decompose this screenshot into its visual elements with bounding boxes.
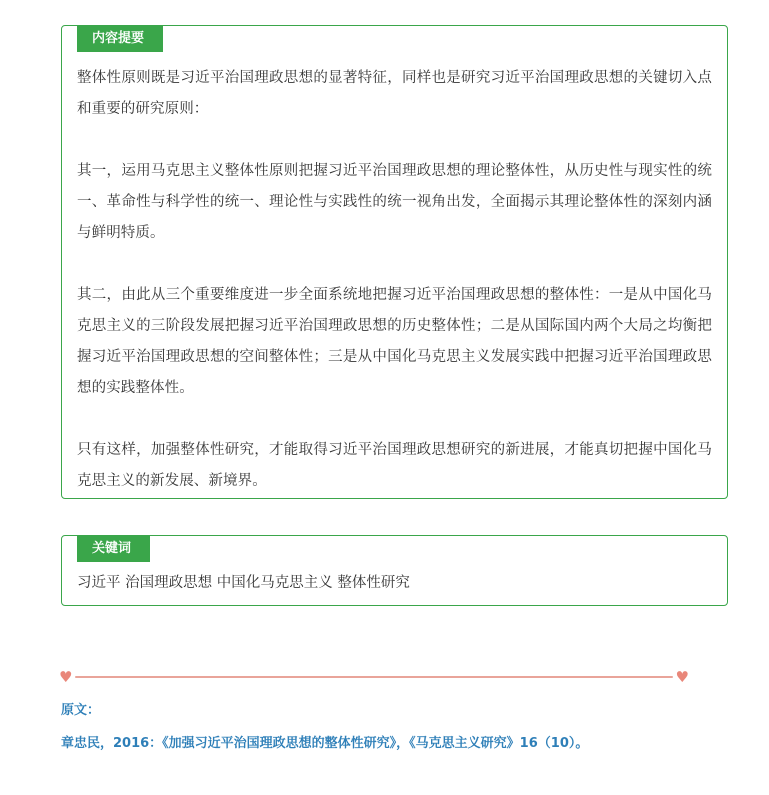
keywords-box: [61, 535, 728, 606]
summary-paragraph-1: 整体性原则既是习近平治国理政思想的显著特征，同样也是研究习近平治国理政思想的关键切入点和重要的研究原则：: [77, 70, 712, 117]
heart-divider: [61, 667, 687, 687]
source-citation: 章忠民，2016：《加强习近平治国理政思想的整体性研究》，《马克思主义研究》16（10）。: [61, 736, 589, 751]
summary-paragraph-4: 只有这样，加强整体性研究，才能取得习近平治国理政思想研究的新进展，才能真切把握中国化马克思主义的新发展、新境界。: [77, 442, 712, 489]
source-label: 原文：: [61, 703, 101, 718]
summary-paragraph-2: 其一，运用马克思主义整体性原则把握习近平治国理政思想的理论整体性，从历史性与现实性的统一、革命性与科学性的统一、理论性与实践性的统一视角出发，全面揭示其理论整体性的深刻内涵与鲜明特质。: [77, 163, 712, 241]
heart-icon: ♥: [59, 668, 73, 686]
summary-box: [61, 25, 728, 499]
keywords-text: 习近平 治国理政思想 中国化马克思主义 整体性研究: [77, 575, 410, 591]
keywords-tag: 关键词: [77, 535, 150, 562]
summary-paragraph-3: 其二，由此从三个重要维度进一步全面系统地把握习近平治国理政思想的整体性：一是从中国化马克思主义的三阶段发展把握习近平治国理政思想的历史整体性；二是从国际国内两个大局之均衡把握习近平治国理政思想的空间整体性；三是从中国化马克思主义发展实践中把握习近平治国理政思想的实践整体性。: [77, 287, 712, 396]
divider-line: [75, 676, 673, 678]
heart-icon: ♥: [675, 668, 689, 686]
summary-body: [77, 63, 712, 497]
summary-tag: 内容提要: [77, 25, 163, 52]
